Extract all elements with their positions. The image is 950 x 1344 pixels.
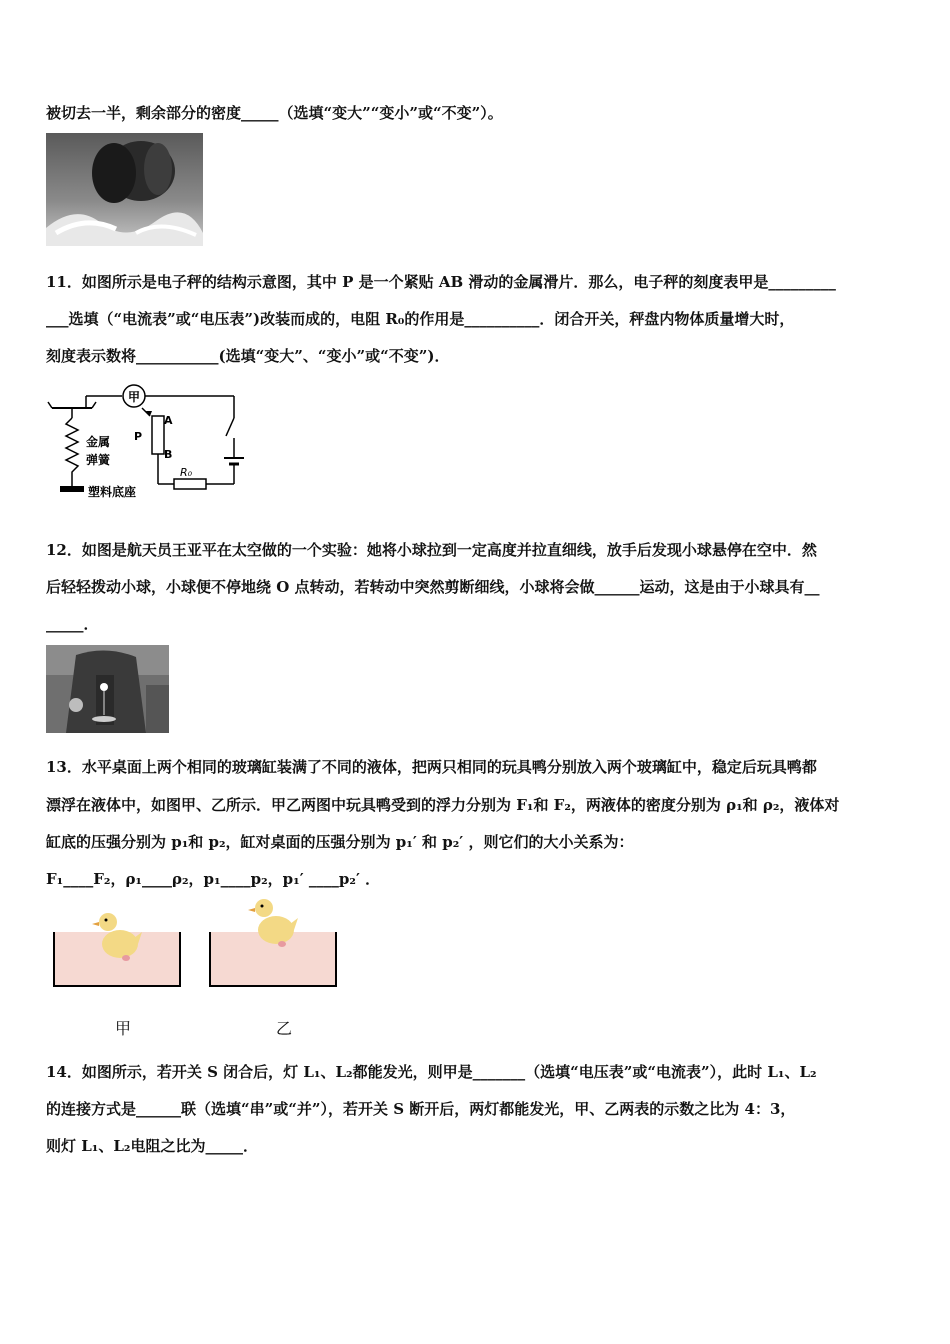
q13-line-4: F₁____F₂，ρ₁____ρ₂，p₁____p₂，p₁′ ____p₂′ ．: [46, 870, 381, 888]
caption-jia: 甲: [115, 1019, 132, 1038]
label-spring-1: 金属: [86, 435, 111, 449]
q11-line-3: 刻度表示数将___________(选填“变大”、“变小”或“不变”)．: [46, 347, 450, 365]
label-base: 塑料底座: [88, 485, 137, 499]
q11-line-2: ___选填（“电流表”或“电压表”)改装而成的，电阻 R₀的作用是__________．闭合开关，秤盘内物体质量增大时，: [46, 310, 795, 328]
q13-line-1: 13．水平桌面上两个相同的玻璃缸装满了不同的液体，把两只相同的玩具鸭分别放入两个玻璃缸中，稳定后玩具鸭都: [46, 758, 817, 776]
r0-label: R₀: [180, 466, 193, 479]
q13-line-3: 缸底的压强分别为 p₁和 p₂，缸对桌面的压强分别为 p₁′ 和 p₂′ ，则它们的大小关系为：: [46, 833, 634, 851]
meter-label: 甲: [127, 390, 141, 404]
q13-duck-tanks-figure: [46, 898, 346, 990]
q12-line-3: _____．: [46, 615, 99, 633]
q12-line-1: 12．如图是航天员王亚平在太空做的一个实验：她将小球拉到一定高度并拉直细线，放手后发现小球悬停在空中．然: [46, 541, 817, 559]
q14-line-2: 的连接方式是______联（选填“串”或“并”），若开关 S 断开后，两灯都能发光，甲、乙两表的示数之比为 4：3，: [46, 1100, 796, 1118]
label-spring-2: 弹簧: [86, 453, 111, 467]
label-P: P: [134, 430, 143, 443]
q12-line-2: 后轻轻拨动小球，小球便不停地绕 O 点转动，若转动中突然剪断细线，小球将会做______运动，这是由于小球具有__: [46, 578, 820, 596]
label-A: A: [164, 414, 173, 427]
q10-photo: [46, 133, 203, 246]
q11-circuit-diagram: [46, 380, 246, 500]
label-B: B: [164, 448, 173, 461]
q10-line-1: 被切去一半，剩余部分的密度_____（选填“变大”“变小”或“不变”）。: [46, 104, 503, 122]
q12-photo: [46, 645, 169, 733]
caption-yi: 乙: [276, 1019, 293, 1038]
q14-line-3: 则灯 L₁、L₂电阻之比为_____．: [46, 1137, 258, 1155]
q14-line-1: 14．如图所示，若开关 S 闭合后，灯 L₁、L₂都能发光，则甲是_______（选填“电压表”或“电流表”），此时 L₁、L₂: [46, 1063, 817, 1081]
q11-line-1: 11．如图所示是电子秤的结构示意图，其中 P 是一个紧贴 AB 滑动的金属滑片．那么，电子秤的刻度表甲是_________: [46, 273, 836, 291]
q13-line-2: 漂浮在液体中，如图甲、乙所示．甲乙两图中玩具鸭受到的浮力分别为 F₁和 F₂，两液体的密度分别为 ρ₁和 ρ₂，液体对: [46, 796, 840, 814]
